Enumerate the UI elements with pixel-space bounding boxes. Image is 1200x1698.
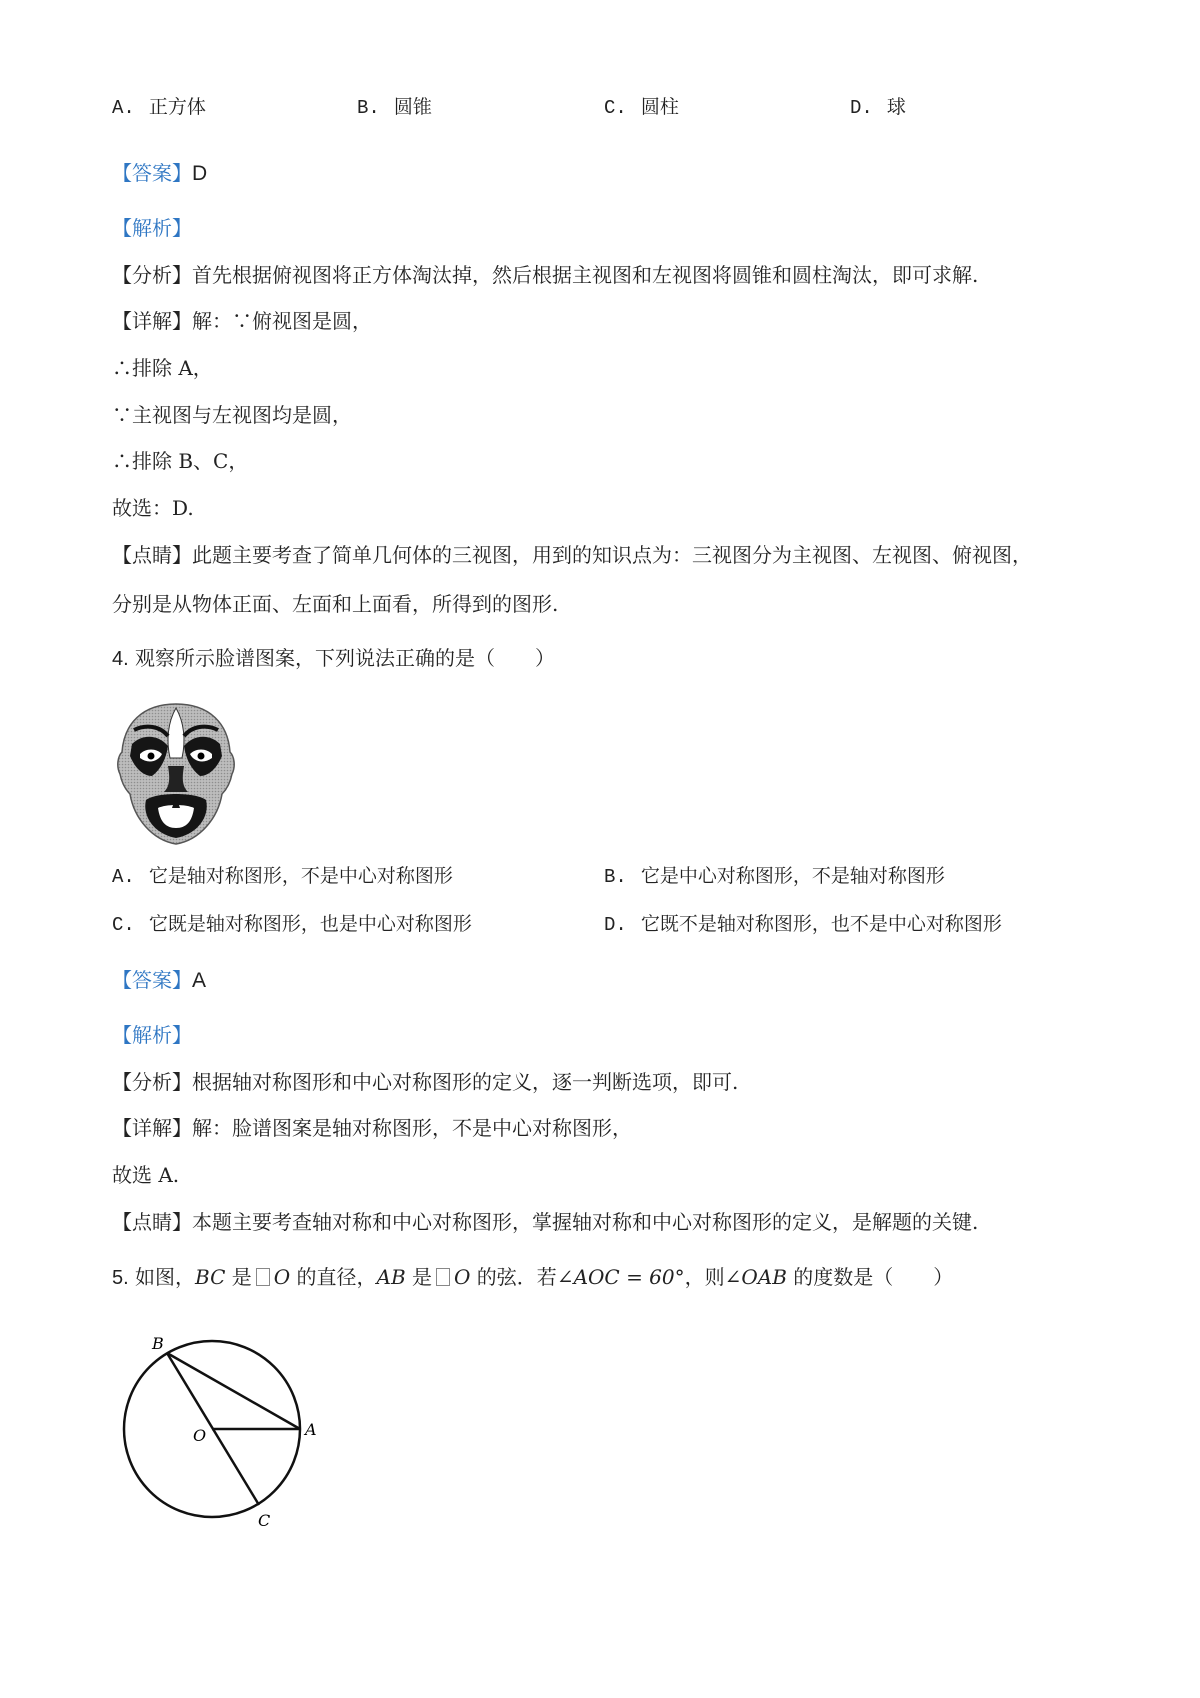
point-label-b: B <box>152 1334 164 1353</box>
q5-stem <box>112 1263 953 1292</box>
chord-ab <box>167 1353 300 1429</box>
option-letter: A. <box>112 97 135 119</box>
q4-fenxi <box>112 1068 738 1096</box>
dianjing-label: 【点睛】 <box>112 543 192 567</box>
circle-o: O <box>273 1265 291 1289</box>
option-text: 圆柱 <box>640 96 679 118</box>
angle-oab: ∠OAB <box>724 1265 787 1289</box>
q3-xiangjie <box>112 307 372 335</box>
answer-label: 【答案】 <box>112 161 192 185</box>
q4-step-1: 故选 A. <box>112 1163 180 1187</box>
answer-label: 【答案】 <box>112 968 192 992</box>
q4-answer <box>112 966 206 995</box>
q3-step-4: 故选：D. <box>112 496 194 520</box>
stem-text: 的直径， <box>290 1265 377 1289</box>
q3-step-3: ∴排除 B、C， <box>112 449 249 473</box>
dianjing-text: 此题主要考查了简单几何体的三视图，用到的知识点为：三视图分为主视图、左视图、俯视图， <box>192 543 1032 567</box>
q4-option-b <box>604 862 945 891</box>
dianjing-text: 本题主要考查轴对称和中心对称图形，掌握轴对称和中心对称图形的定义，是解题的关键. <box>192 1210 979 1234</box>
q3-dianjing <box>112 541 1032 569</box>
stem-text: 的度数是（ ） <box>786 1265 954 1289</box>
option-text: 圆锥 <box>393 96 432 118</box>
fenxi-label: 【分析】 <box>112 263 192 287</box>
circle-symbol-box <box>436 1268 450 1286</box>
option-letter: B. <box>604 866 627 888</box>
option-letter: C. <box>604 97 627 119</box>
fenxi-text: 首先根据俯视图将正方体淘汰掉，然后根据主视图和左视图将圆锥和圆柱淘汰，即可求解. <box>192 263 979 287</box>
q3-dianjing-cont: 分别是从物体正面、左面和上面看，所得到的图形. <box>112 592 559 616</box>
option-text: 它是轴对称图形，不是中心对称图形 <box>148 865 453 887</box>
q4-option-a <box>112 862 453 891</box>
question-number: 5. <box>112 1267 129 1289</box>
option-text: 正方体 <box>148 96 206 118</box>
option-letter: C. <box>112 914 135 936</box>
option-letter: A. <box>112 866 135 888</box>
option-text: 球 <box>886 96 906 118</box>
stem-text: 的弦．若 <box>470 1265 557 1289</box>
q4-option-d <box>604 910 1002 939</box>
option-text: 它既不是轴对称图形，也不是中心对称图形 <box>640 913 1002 935</box>
question-text: 观察所示脸谱图案，下列说法正确的是（ ） <box>135 646 556 670</box>
q3-step-1: ∴排除 A， <box>112 356 213 380</box>
answer-value: D <box>192 162 208 185</box>
segment-bc: BC <box>195 1265 226 1289</box>
q3-step-2: ∵主视图与左视图均是圆， <box>112 403 352 427</box>
option-letter: B. <box>357 97 380 119</box>
dianjing-label: 【点睛】 <box>112 1210 192 1234</box>
q4-option-c <box>112 910 472 939</box>
circle-o: O <box>454 1265 471 1289</box>
segment-ab: AB <box>376 1265 406 1289</box>
stem-text: 是 <box>405 1265 433 1289</box>
angle-aoc: ∠AOC = 60° <box>556 1265 685 1289</box>
xiangjie-text: 解：脸谱图案是轴对称图形，不是中心对称图形， <box>192 1116 632 1140</box>
answer-value: A <box>192 969 207 992</box>
q4-stem <box>112 644 555 673</box>
q4-dianjing <box>112 1208 978 1236</box>
option-text: 它是中心对称图形，不是轴对称图形 <box>640 865 945 887</box>
question-number: 4. <box>112 648 129 670</box>
opera-mask-image <box>112 700 240 848</box>
q3-answer <box>112 159 207 188</box>
stem-text: 是 <box>225 1265 252 1289</box>
fenxi-text: 根据轴对称图形和中心对称图形的定义，逐一判断选项，即可. <box>192 1070 739 1094</box>
point-label-a: A <box>305 1420 317 1439</box>
xiangjie-label: 【详解】 <box>112 1116 192 1140</box>
xiangjie-label: 【详解】 <box>112 309 192 333</box>
fenxi-label: 【分析】 <box>112 1070 192 1094</box>
q4-xiangjie <box>112 1114 632 1142</box>
circle-symbol-box <box>256 1268 270 1286</box>
q3-option-b <box>357 93 432 122</box>
xiangjie-text: 解：∵俯视图是圆， <box>192 309 372 333</box>
q3-fenxi <box>112 261 978 289</box>
stem-text: ，则 <box>684 1265 725 1289</box>
circle-diagram <box>112 1325 332 1531</box>
option-text: 它既是轴对称图形，也是中心对称图形 <box>148 913 472 935</box>
q3-analysis-label: 【解析】 <box>112 216 192 240</box>
point-label-c: C <box>258 1511 271 1530</box>
option-letter: D. <box>850 97 873 119</box>
point-label-o: O <box>193 1426 207 1445</box>
stem-text: 如图， <box>135 1265 196 1289</box>
q4-analysis-label: 【解析】 <box>112 1023 192 1047</box>
q3-option-c <box>604 93 679 122</box>
q3-option-d <box>850 93 906 122</box>
q3-option-a <box>112 93 206 122</box>
option-letter: D. <box>604 914 627 936</box>
